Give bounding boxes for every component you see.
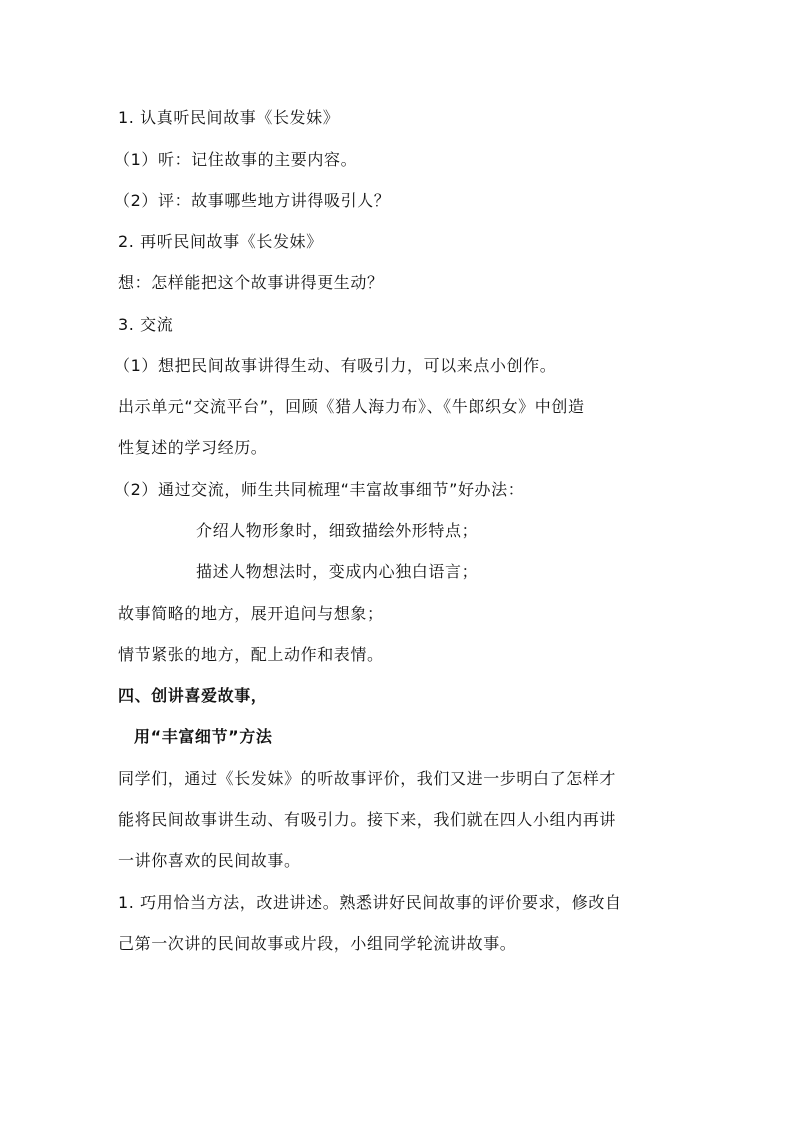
line-2-heading: 2. 再听民间故事《长发妹》 [118,232,323,251]
line-method-thoughts: 描述人物想法时，变成内心独白语言； [196,562,479,581]
line-method-character: 介绍人物形象时，细致描绘外形特点； [196,521,479,540]
paragraph-line-1: 同学们，通过《长发妹》的听故事评价，我们又进一步明白了怎样才 [118,769,617,788]
paragraph-line-3: 一讲你喜欢的民间故事。 [118,851,301,870]
line-think: 想：怎样能把这个故事讲得更生动？ [118,273,384,292]
section-4-subheading: 用“丰富细节”方法 [134,727,273,746]
line-1-heading: 1. 认真听民间故事《长发妹》 [118,108,340,127]
line-listen: （1）听：记住故事的主要内容。 [114,150,358,169]
line-exchange-1: （1）想把民间故事讲得生动、有吸引力，可以来点小创作。 [114,356,557,375]
step-1-line-1: 1. 巧用恰当方法，改进讲述。熟悉讲好民间故事的评价要求，修改自 [118,893,622,912]
section-4-heading: 四、创讲喜爱故事， [118,686,268,705]
line-show-unit: 出示单元“交流平台”，回顾《猎人海力布》、《牛郎织女》中创造 [118,397,585,416]
step-1-line-2: 己第一次讲的民间故事或片段，小组同学轮流讲故事。 [118,934,517,953]
paragraph-line-2: 能将民间故事讲生动、有吸引力。接下来，我们就在四人小组内再讲 [118,810,617,829]
line-method-tense: 情节紧张的地方，配上动作和表情。 [118,645,384,664]
line-exchange-2: （2）通过交流，师生共同梳理“丰富故事细节”好办法： [114,480,525,499]
line-method-brief: 故事简略的地方，展开追问与想象； [118,604,384,623]
line-3-heading: 3. 交流 [118,315,174,334]
line-show-unit-cont: 性复述的学习经历。 [118,438,268,457]
line-evaluate: （2）评：故事哪些地方讲得吸引人？ [114,191,391,210]
